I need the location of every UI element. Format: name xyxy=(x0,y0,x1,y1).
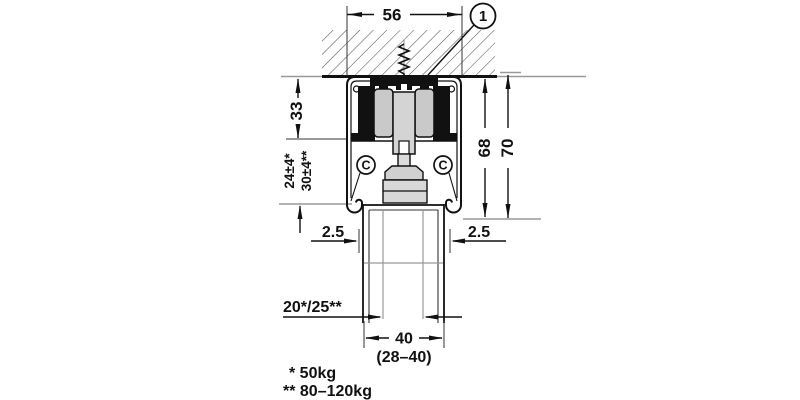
dim-2-5-right-label: 2.5 xyxy=(467,224,491,241)
dim-70 xyxy=(498,75,517,219)
dim-24-30 xyxy=(282,150,314,233)
dim-33-label: 33 xyxy=(287,101,306,121)
dim-40-range-label: (28–40) xyxy=(376,349,432,366)
arrowhead xyxy=(424,315,438,320)
arrowhead xyxy=(506,204,511,219)
dim-20-25-label: 20*/25** xyxy=(283,299,342,316)
roller-right xyxy=(415,89,434,137)
dim-30-label: 30±4** xyxy=(299,150,314,192)
arrowhead xyxy=(368,315,382,320)
dim-70-label: 70 xyxy=(498,138,517,158)
dim-40 xyxy=(364,321,444,366)
footnotes xyxy=(283,365,372,400)
dim-56-label: 56 xyxy=(382,5,402,25)
arrowhead xyxy=(483,203,488,218)
dim-20-25 xyxy=(283,299,462,320)
dim-33 xyxy=(287,79,306,139)
dim-2-5-right xyxy=(450,224,506,253)
bottom-flange-left xyxy=(347,198,362,213)
arrowhead xyxy=(451,239,465,244)
callout-number: 1 xyxy=(478,8,488,25)
hanger-notch xyxy=(399,141,409,154)
bottom-flange-right xyxy=(446,198,461,213)
roller-left xyxy=(374,89,393,137)
step-right xyxy=(449,133,457,141)
dim-56 xyxy=(347,6,462,25)
dim-24-label: 24±4* xyxy=(282,153,297,189)
dim-2-5-left xyxy=(311,224,359,253)
arrowhead xyxy=(483,79,488,94)
footnote-double-star: ** 80–120kg xyxy=(283,383,372,400)
step-left xyxy=(351,133,359,141)
housing-block-left xyxy=(358,86,375,141)
dim-40-label: 40 xyxy=(395,330,413,348)
arrowhead xyxy=(348,12,362,17)
arrowhead xyxy=(429,336,443,341)
dim-2-5-left-label: 2.5 xyxy=(321,224,345,241)
arrowhead xyxy=(296,79,301,94)
ceiling-hatch xyxy=(322,30,495,76)
arrowhead xyxy=(298,205,303,219)
arrowhead xyxy=(296,124,301,139)
adjust-nut xyxy=(385,166,423,180)
door-panel xyxy=(363,204,444,323)
dim-68-label: 68 xyxy=(475,138,494,158)
arrowhead xyxy=(447,12,461,17)
arrowhead xyxy=(344,239,358,244)
dim-68 xyxy=(475,79,494,218)
footnote-star: * 50kg xyxy=(289,365,337,382)
housing-block-right xyxy=(433,86,450,141)
c-left-label: C xyxy=(361,158,371,173)
arrowhead xyxy=(365,336,379,341)
c-right-label: C xyxy=(438,158,448,173)
